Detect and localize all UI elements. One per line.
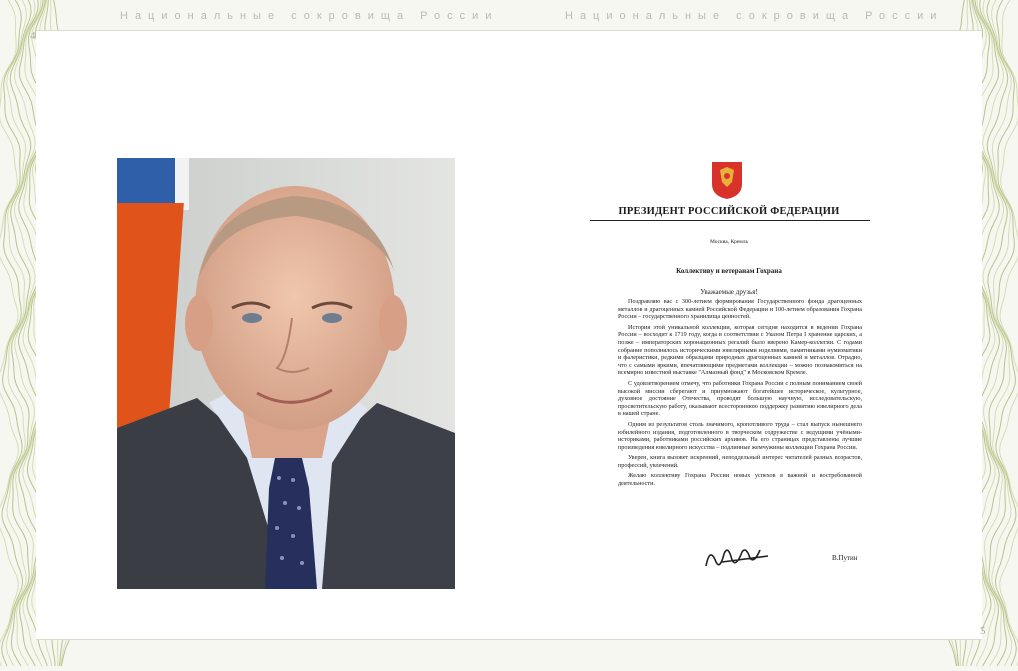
running-head-left: Национальные сокровища России xyxy=(120,10,499,22)
coat-of-arms-emblem xyxy=(710,160,744,200)
letter-paragraph: Желаю коллективу Гохрана России новых успехов в важной и востребованной деятельности. xyxy=(618,472,862,488)
letter-signer: В.Путин xyxy=(832,554,858,562)
page-number-left: 4 xyxy=(30,30,36,42)
letter-place: Москва, Кремль xyxy=(709,239,749,245)
letter-heading-rule xyxy=(590,220,870,221)
letter-salutation: Уважаемые друзья! xyxy=(700,288,758,296)
running-head-right: Национальные сокровища России xyxy=(565,10,944,22)
portrait-photo xyxy=(117,158,455,589)
letter-paragraph: Одним из результатов столь значимого, кропотливого труда – стал выпуск нынешнего юбилейного издания, подготовленного в творческом содружестве с ведущими учёными-историками, работниками российских архивов. На его страницах представлены лучшие произведения ювелирного искусства – подлинные жемчужины коллекции Гохрана России. xyxy=(618,420,862,451)
page-number-right: 5 xyxy=(980,625,986,637)
presidential-letter xyxy=(560,130,898,590)
letter-paragraph: Поздравляю вас с 300-летием формирования Государственного фонда драгоценных металлов и драгоценных камней Российской Федерации и 100-летием образования Гохрана России – государственного хранилища ценностей. xyxy=(618,298,862,321)
letter-body xyxy=(618,298,862,491)
letter-paragraph: С удовлетворением отмечу, что работники Гохрана России с полным пониманием своей высокой миссии сберегают и приумножают богатейшее историческое, культурное, духовное достояние Отечества, проводят большую научную, исследовательскую, просветительскую работу, оказывают всестороннюю поддержку развитию ювелирного дела в нашей стране. xyxy=(618,379,862,418)
letter-paragraph: Уверен, книга вызовет искренний, неподдельный интерес читателей разных возрастов, профессий, увлечений. xyxy=(618,454,862,469)
handwritten-signature xyxy=(702,540,772,574)
letter-heading: ПРЕЗИДЕНТ РОССИЙСКОЙ ФЕДЕРАЦИИ xyxy=(618,206,840,217)
letter-paragraph: История этой уникальной коллекции, которая сегодня находится в ведении Гохрана России – восходит к 1719 году, когда в соответствии с Указом Петра I хранение царских, а позже – императорских коронационных регалий было вверено Камер-коллегии. С годами собрание пополнялось историческими ювелирными изделиями, памятниками нумизматики и фалеристики, редкими образцами природных драгоценных камней и металлов. Отрадно, что с самыми яркими, впечатляющими предметами коллекции – можно познакомиться на всемирно известной выставке "Алмазный фонд" в Московском Кремле. xyxy=(618,323,862,377)
letter-addressee: Коллективу и ветеранам Гохрана xyxy=(676,267,782,275)
